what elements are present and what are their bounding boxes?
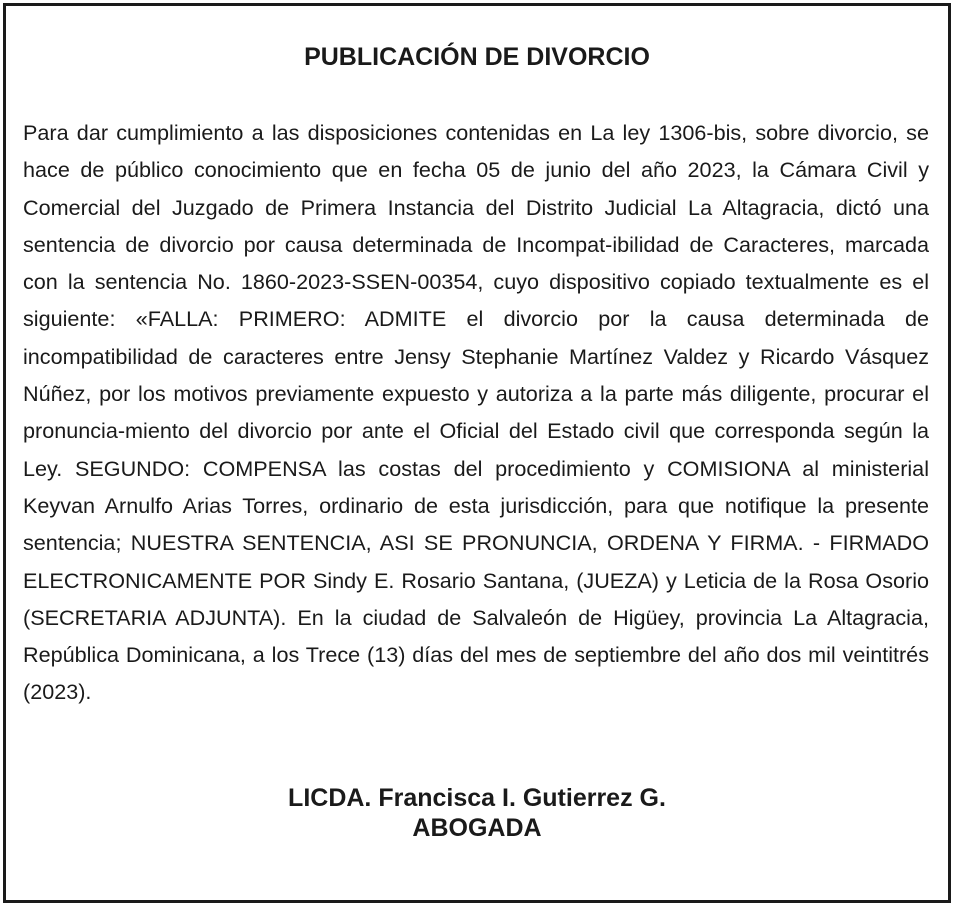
notice-title: PUBLICACIÓN DE DIVORCIO [304, 43, 650, 71]
divorce-notice [3, 3, 951, 903]
notice-body: Para dar cumplimiento a las disposiciones contenidas en La ley 1306-bis, sobre divorcio, se hace de público conocimiento que en fecha 05 de junio del año 2023, la Cámara Civil y Comercial del Juzgado de Primera Instancia del Distrito Judicial La Altagracia, dictó una sentencia de divorcio por causa determinada de Incompat-ibilidad de Caracteres, marcada con la sentencia No. 1860-2023-SSEN-00354, cuyo dispositivo copiado textualmente es el siguiente: «FALLA: PRIMERO: ADMITE el divorcio por la causa determinada de incompatibilidad de caracteres entre Jensy Stephanie Martínez Valdez y Ricardo Vásquez Núñez, por los motivos previamente expuesto y autoriza a la parte más diligente, procurar el pronuncia-miento del divorcio por ante el Oficial del Estado civil que corresponda según la Ley. SEGUNDO: COMPENSA las costas del procedimiento y COMISIONA al ministerial Keyvan Arnulfo Arias Torres, ordinario de esta jurisdicción, para que notifique la presente sentencia; NUESTRA SENTENCIA, ASI SE PRONUNCIA, ORDENA Y FIRMA. - FIRMADO ELECTRONICAMENTE POR Sindy E. Rosario Santana, (JUEZA) y Leticia de la Rosa Osorio (SECRETARIA ADJUNTA). En la ciudad de Salvaleón de Higüey, provincia La Altagracia, República Dominicana, a los Trece (13) días del mes de septiembre del año dos mil veintitrés (2023). [23, 120, 929, 705]
signature-name: LICDA. Francisca I. Gutierrez G. [288, 784, 666, 812]
signature-block [6, 783, 948, 843]
signature-role: ABOGADA [412, 814, 542, 842]
